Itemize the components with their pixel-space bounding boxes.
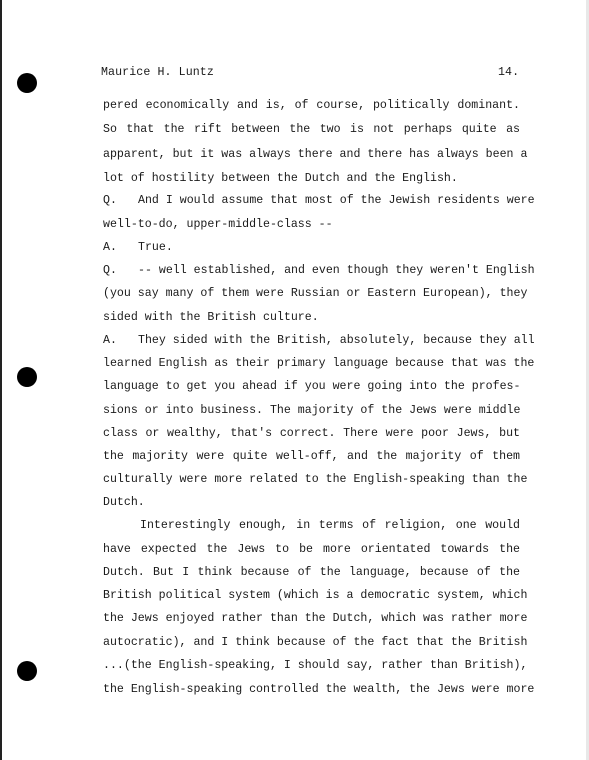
speaker-label-a: A. bbox=[103, 334, 117, 347]
text-line: Dutch. But I think because of the language, because of the bbox=[103, 566, 520, 579]
punch-hole-bottom bbox=[17, 661, 37, 681]
punch-hole-top bbox=[17, 73, 37, 93]
text-line: Interestingly enough, in terms of religion, one would bbox=[140, 519, 520, 532]
text-line: British political system (which is a democratic system, which bbox=[103, 589, 528, 602]
answer-line: A. They sided with the British, absolutely, because they all bbox=[103, 332, 520, 350]
text-line: the English-speaking controlled the wealth, the Jews were more bbox=[103, 683, 535, 696]
text-line: learned English as their primary language because that was the bbox=[103, 357, 535, 370]
text-line: well-to-do, upper-middle-class -- bbox=[103, 218, 333, 231]
text-line: autocratic), and I think because of the fact that the British bbox=[103, 636, 528, 649]
text-line: lot of hostility between the Dutch and the English. bbox=[103, 172, 458, 185]
text-line: So that the rift between the two is not perhaps quite as bbox=[103, 123, 520, 136]
header-page-number: 14. bbox=[498, 66, 520, 79]
text-line: ...(the English-speaking, I should say, rather than British), bbox=[103, 659, 528, 672]
text-line: the majority were quite well-off, and the majority of them bbox=[103, 450, 520, 463]
text-line: sided with the British culture. bbox=[103, 311, 319, 324]
speaker-label-q: Q. bbox=[103, 264, 117, 277]
header-interviewee-name: Maurice H. Luntz bbox=[101, 66, 214, 79]
page-left-edge bbox=[0, 0, 2, 760]
speaker-label-a: A. bbox=[103, 241, 117, 254]
text-line: language to get you ahead if you were going into the profes- bbox=[103, 380, 521, 393]
speaker-label-q: Q. bbox=[103, 194, 117, 207]
text-line: pered economically and is, of course, politically dominant. bbox=[103, 99, 520, 112]
question-line: Q. -- well established, and even though they weren't English bbox=[103, 262, 520, 280]
text-line: culturally were more related to the English-speaking than the bbox=[103, 473, 528, 486]
text-line: the Jews enjoyed rather than the Dutch, which was rather more bbox=[103, 612, 528, 625]
text-line: have expected the Jews to be more orientated towards the bbox=[103, 543, 520, 556]
answer-line: A. True. bbox=[103, 239, 520, 257]
punch-hole-middle bbox=[17, 367, 37, 387]
text-line: class or wealthy, that's correct. There were poor Jews, but bbox=[103, 427, 520, 440]
text-line: Dutch. bbox=[103, 496, 145, 509]
text-line: (you say many of them were Russian or Eastern European), they bbox=[103, 287, 528, 300]
text-line: sions or into business. The majority of the Jews were middle bbox=[103, 404, 521, 417]
text-line: apparent, but it was always there and there has always been a bbox=[103, 148, 528, 161]
question-line: Q. And I would assume that most of the Jewish residents were bbox=[103, 192, 520, 210]
